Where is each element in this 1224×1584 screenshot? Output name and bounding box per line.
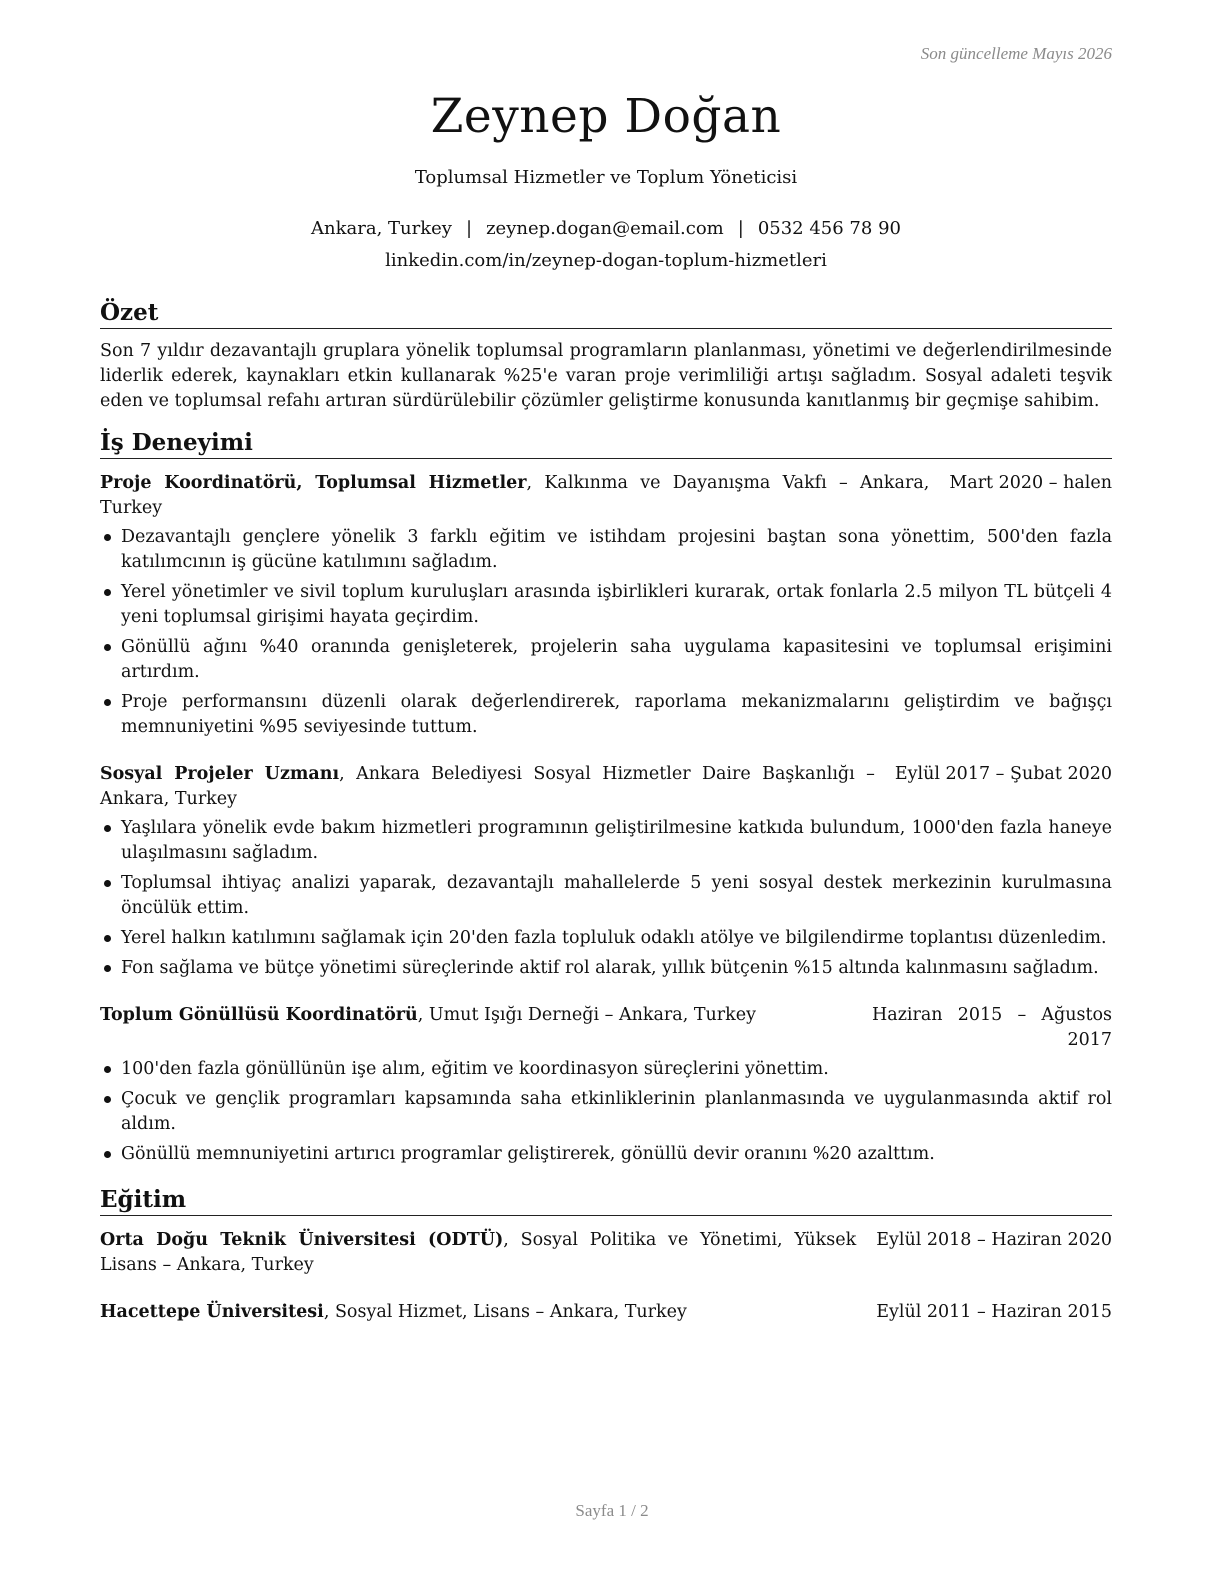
job-header — [100, 471, 1112, 521]
section-title-education: Eğitim — [100, 1185, 1112, 1216]
separator: | — [465, 218, 473, 239]
education-section — [100, 1185, 1112, 1325]
education-entry — [100, 1300, 1112, 1325]
linkedin-link[interactable]: linkedin.com/in/zeynep-dogan-toplum-hizmetleri — [385, 250, 827, 271]
contact-line — [100, 216, 1112, 242]
job-bullets — [100, 816, 1112, 981]
list-item: Proje performansını düzenli olarak değerlendirerek, raporlama mekanizmalarını geliştirdim ve bağışçı memnuniyetini %95 seviyesinde tuttum. — [100, 690, 1112, 740]
summary-section — [100, 298, 1112, 414]
last-updated: Son güncelleme Mayıs 2026 — [920, 44, 1112, 63]
list-item: Fon sağlama ve bütçe yönetimi süreçlerinde aktif rol alarak, yıllık bütçenin %15 altında kalınmasını sağladım. — [100, 956, 1112, 981]
section-title-experience: İş Deneyimi — [100, 428, 1112, 459]
page-number: Sayfa 1 / 2 — [575, 1501, 649, 1520]
job-org: , Ankara Belediyesi Sosyal Hizmetler Daire Başkanlığı – Ankara, Turkey — [100, 764, 875, 809]
job-entry — [100, 762, 1112, 981]
separator: | — [737, 218, 744, 239]
location: Ankara, Turkey — [311, 218, 452, 239]
list-item: Toplumsal ihtiyaç analizi yaparak, dezavantajlı mahallelerde 5 yeni sosyal destek merkezinin kurulmasına öncülük ettim. — [100, 871, 1112, 921]
job-entry — [100, 1003, 1112, 1167]
list-item: Gönüllü ağını %40 oranında genişleterek, projelerin saha uygulama kapasitesini ve toplumsal erişimini artırdım. — [100, 635, 1112, 685]
education-header — [100, 1228, 1112, 1278]
education-dates: Eylül 2018 – Haziran 2020 — [876, 1230, 1112, 1250]
job-header — [100, 762, 1112, 812]
education-header — [100, 1300, 1112, 1325]
list-item: Yaşlılara yönelik evde bakım hizmetleri programının geliştirilmesine katkıda bulundum, 1000'den fazla haneye ulaşılmasını sağladım. — [100, 816, 1112, 866]
job-org: , Umut Işığı Derneği – Ankara, Turkey — [417, 1005, 756, 1025]
job-bullets — [100, 525, 1112, 740]
job-org: , Kalkınma ve Dayanışma Vakfı – Ankara, Turkey — [100, 473, 930, 518]
headline: Toplumsal Hizmetler ve Toplum Yöneticisi — [414, 167, 798, 188]
job-dates: Eylül 2017 – Şubat 2020 — [894, 764, 1112, 784]
list-item: Dezavantajlı gençlere yönelik 3 farklı eğitim ve istihdam projesini baştan sona yönettim, 500'den fazla katılımcının iş gücüne katılımını sağladım. — [100, 525, 1112, 575]
job-role: Sosyal Projeler Uzmanı — [100, 764, 340, 784]
candidate-name: Zeynep Doğan — [430, 89, 782, 144]
list-item: 100'den fazla gönüllünün işe alım, eğitim ve koordinasyon süreçlerini yönettim. — [100, 1057, 1112, 1082]
school-name: Hacettepe Üniversitesi — [100, 1302, 324, 1322]
job-dates: Mart 2020 – halen — [949, 473, 1112, 493]
email-link[interactable]: zeynep.dogan@email.com — [486, 218, 724, 239]
list-item: Yerel halkın katılımını sağlamak için 20'den fazla topluluk odaklı atölye ve bilgilendirme toplantısı düzenledim. — [100, 926, 1112, 951]
job-role: Toplum Gönüllüsü Koordinatörü — [100, 1005, 418, 1025]
school-name: Orta Doğu Teknik Üniversitesi (ODTÜ) — [100, 1230, 504, 1250]
education-entry — [100, 1228, 1112, 1278]
job-role: Proje Koordinatörü, Toplumsal Hizmetler — [100, 473, 527, 493]
degree-detail: , Sosyal Politika ve Yönetimi, Yüksek Lisans – Ankara, Turkey — [100, 1230, 857, 1275]
job-bullets — [100, 1057, 1112, 1167]
experience-section — [100, 428, 1112, 1167]
resume-content — [100, 82, 1112, 1325]
list-item: Çocuk ve gençlik programları kapsamında saha etkinliklerinin planlanmasında ve uygulanmasında aktif rol aldım. — [100, 1087, 1112, 1137]
list-item: Yerel yönetimler ve sivil toplum kuruluşları arasında işbirlikleri kurarak, ortak fonlarla 2.5 milyon TL bütçeli 4 yeni toplumsal girişimi hayata geçirdim. — [100, 580, 1112, 630]
job-dates: Haziran 2015 – Ağustos 2017 — [872, 1005, 1112, 1050]
education-dates: Eylül 2011 – Haziran 2015 — [876, 1302, 1112, 1322]
job-entry — [100, 471, 1112, 740]
list-item: Gönüllü memnuniyetini artırıcı programlar geliştirerek, gönüllü devir oranını %20 azalttım. — [100, 1142, 1112, 1167]
job-header — [100, 1003, 1112, 1053]
summary-text: Son 7 yıldır dezavantajlı gruplara yönelik toplumsal programların planlanması, yönetimi ve değerlendirilmesinde liderlik ederek, kaynakları etkin kullanarak %25'e varan proje verimliliği artışı sağladım. Sosyal adaleti teşvik eden ve toplumsal refahı artıran sürdürülebilir çözümler geliştirme konusunda kanıtlanmış bir geçmişe sahibim. — [100, 341, 1112, 411]
section-title-summary: Özet — [100, 298, 1112, 329]
phone: 0532 456 78 90 — [757, 218, 901, 239]
degree-detail: , Sosyal Hizmet, Lisans – Ankara, Turkey — [323, 1302, 687, 1322]
